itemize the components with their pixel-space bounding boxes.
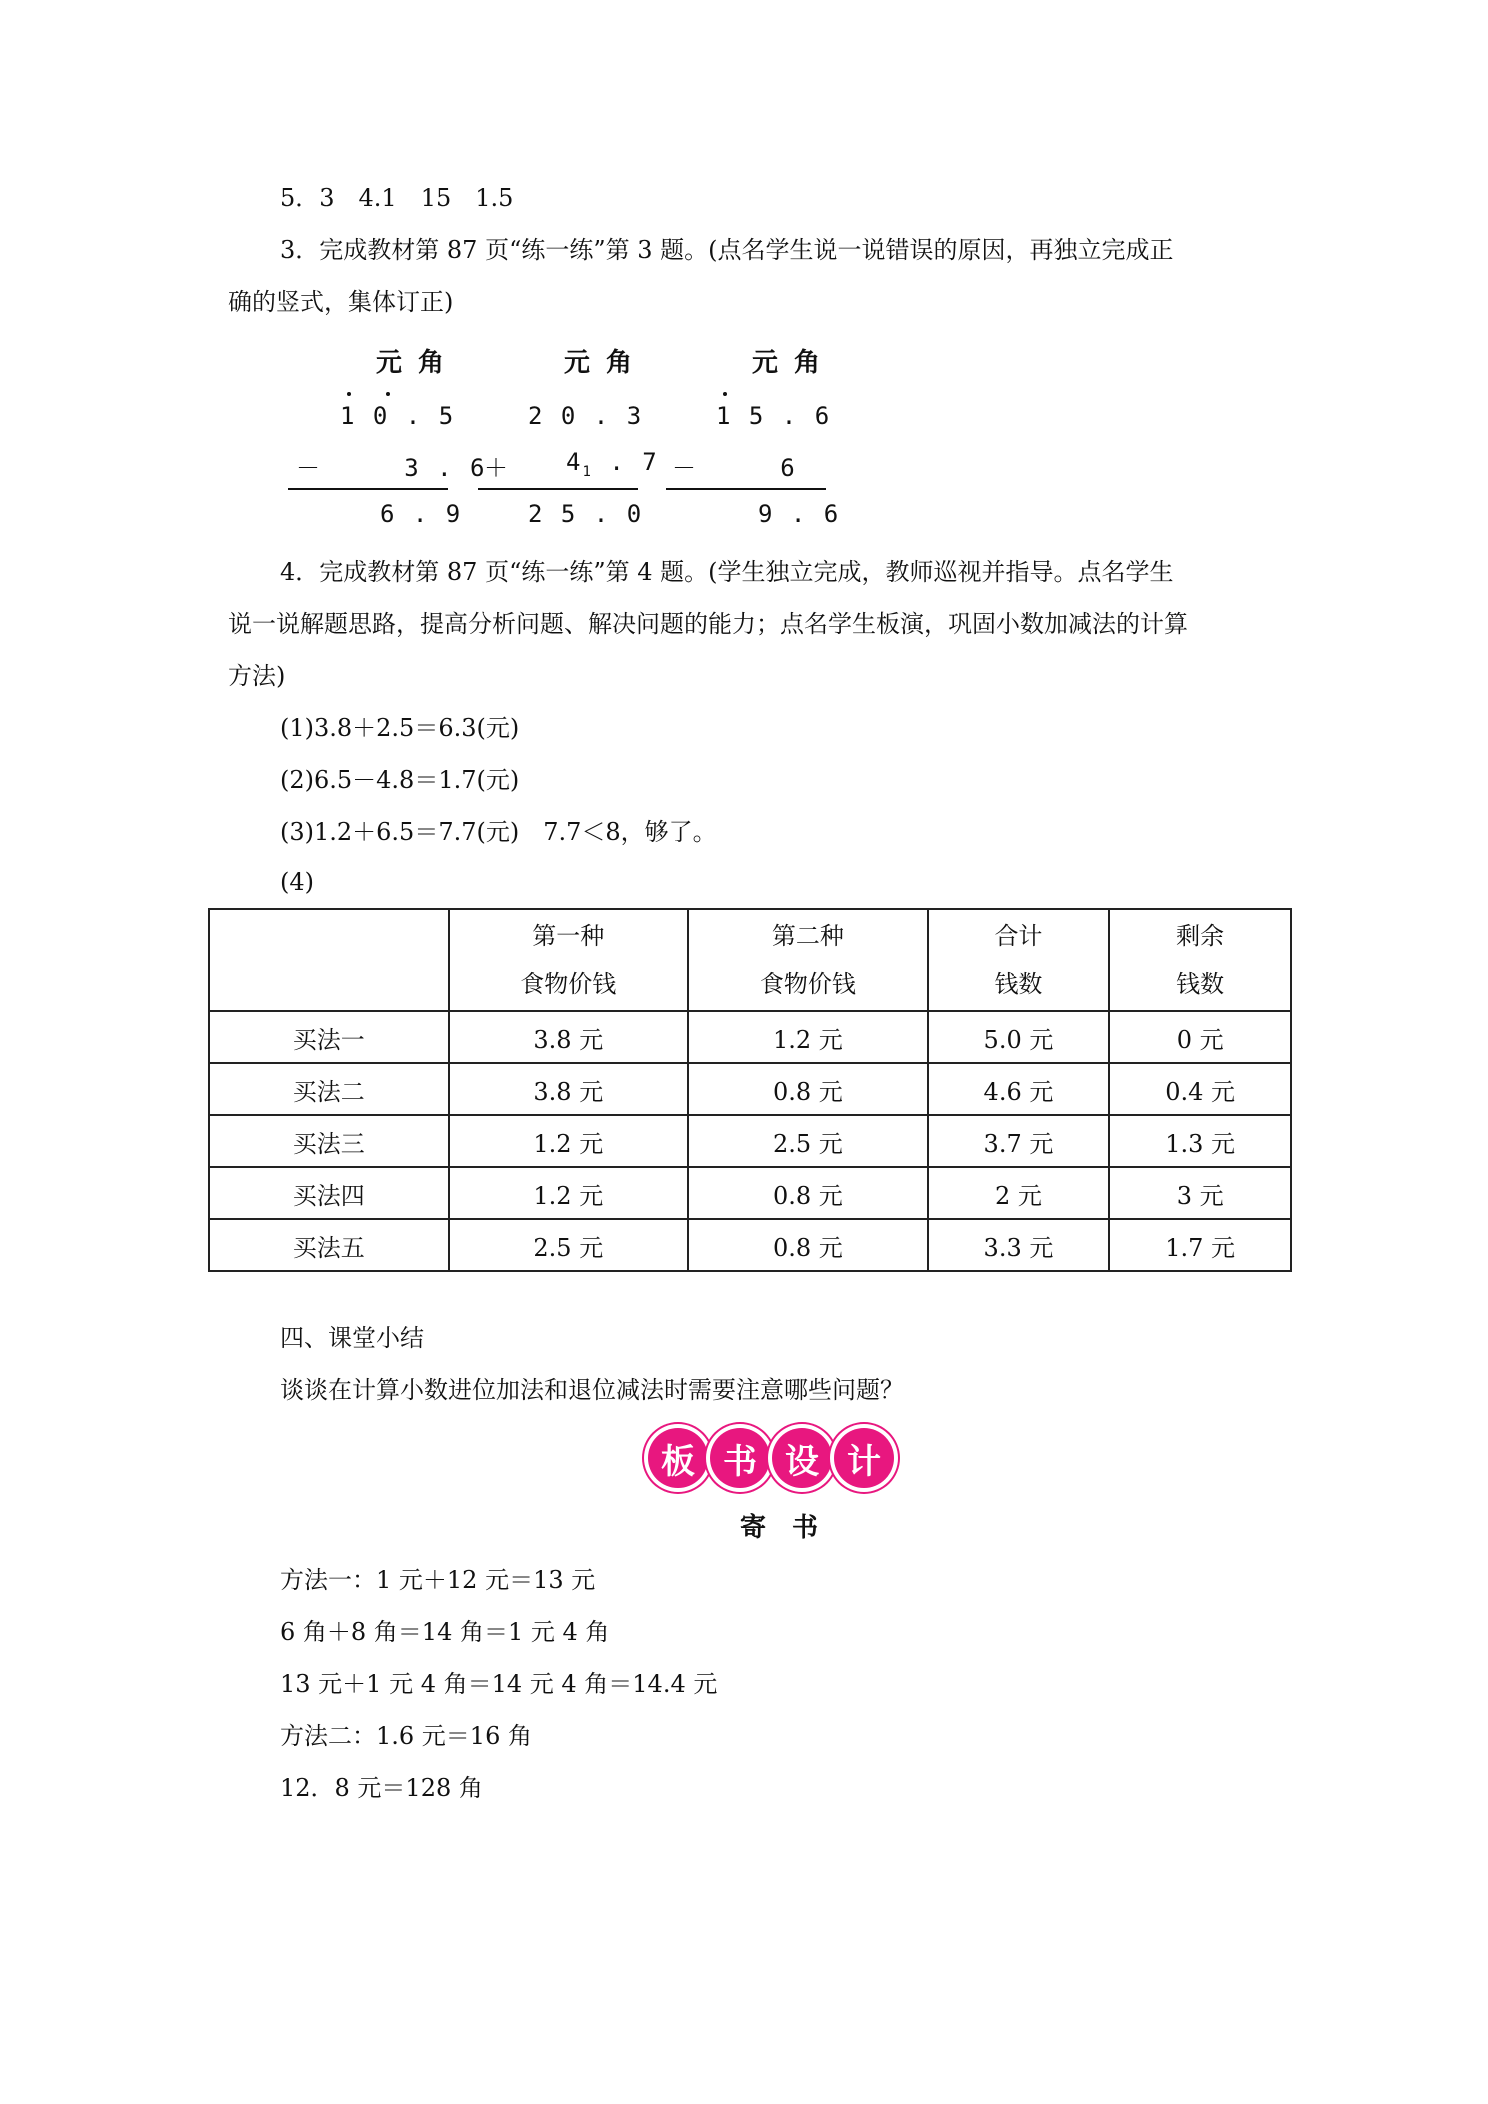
- table-cell: 3.3 元: [928, 1219, 1110, 1271]
- badge-char: 设: [772, 1428, 832, 1488]
- table-cell: 3.8 元: [449, 1063, 689, 1115]
- exercise-4-line1: 4．完成教材第 87 页“练一练”第 4 题。(学生独立完成，教师巡视并指导。点名学生: [280, 558, 1174, 586]
- addend-1: 2 0 . 3: [528, 402, 644, 430]
- method-1-result: 13 元＋1 元 4 角＝14 元 4 角＝14.4 元: [280, 1670, 718, 1698]
- table-cell: 3.7 元: [928, 1115, 1110, 1167]
- table-cell: 买法一: [209, 1011, 449, 1063]
- difference: 6 . 9: [380, 500, 463, 528]
- board-design-badge: [648, 1428, 894, 1498]
- method-1-step: 6 角＋8 角＝14 角＝1 元 4 角: [280, 1618, 610, 1646]
- purchase-table: [208, 908, 1292, 1272]
- method-2: 方法二：1.6 元＝16 角: [280, 1722, 532, 1750]
- table-cell: 3.8 元: [449, 1011, 689, 1063]
- table-header-row: [209, 909, 1291, 1011]
- table-cell: 1.2 元: [688, 1011, 928, 1063]
- solution-1: (1)3.8＋2.5＝6.3(元): [280, 714, 520, 742]
- table-cell: 0 元: [1109, 1011, 1291, 1063]
- difference: 9 . 6: [758, 500, 841, 528]
- table-cell: 买法二: [209, 1063, 449, 1115]
- table-cell: 0.8 元: [688, 1063, 928, 1115]
- summary-question: 谈谈在计算小数进位加法和退位减法时需要注意哪些问题？: [280, 1376, 904, 1404]
- exercise-3-line1: 3．完成教材第 87 页“练一练”第 3 题。(点名学生说一说错误的原因，再独立完成正: [280, 236, 1174, 264]
- table-cell: 1.3 元: [1109, 1115, 1291, 1167]
- solution-3: (3)1.2＋6.5＝7.7(元) 7.7＜8，够了。: [280, 818, 717, 846]
- minuend: 1 0 . 5: [340, 402, 456, 430]
- table-row: [209, 1063, 1291, 1115]
- result-line: [666, 488, 826, 490]
- table-row: [209, 1167, 1291, 1219]
- borrow-dot: [386, 392, 390, 396]
- table-row: [209, 1219, 1291, 1271]
- table-cell: 4.6 元: [928, 1063, 1110, 1115]
- badge-char: 板: [648, 1428, 708, 1488]
- exercise-4-line3: 方法): [228, 662, 286, 690]
- table-cell: 0.8 元: [688, 1219, 928, 1271]
- table-cell: 2 元: [928, 1167, 1110, 1219]
- sum: 2 5 . 0: [528, 500, 644, 528]
- table-cell: 买法三: [209, 1115, 449, 1167]
- table-cell: 2.5 元: [449, 1219, 689, 1271]
- subtrahend: － 3 . 6: [296, 454, 487, 482]
- badge-char: 计: [834, 1428, 894, 1488]
- table-header-cell: 第二种 食物价钱: [688, 909, 928, 1011]
- table-header-cell: 合计 钱数: [928, 909, 1110, 1011]
- table-cell: 1.7 元: [1109, 1219, 1291, 1271]
- result-line: [478, 488, 638, 490]
- borrow-dot: [723, 392, 727, 396]
- table-cell: 买法五: [209, 1219, 449, 1271]
- method-2-step: 12．8 元＝128 角: [280, 1774, 483, 1802]
- addend-2: $4_1$ . 7: [566, 448, 659, 480]
- exercise-4-line2: 说一说解题思路，提高分析问题、解决问题的能力；点名学生板演，巩固小数加减法的计算: [228, 610, 1188, 638]
- board-title: 寄 书: [740, 1513, 819, 1543]
- column-header: 元角: [564, 348, 649, 378]
- minuend: 1 5 . 6: [716, 402, 832, 430]
- solution-2: (2)6.5－4.8＝1.7(元): [280, 766, 520, 794]
- table-cell: 1.2 元: [449, 1167, 689, 1219]
- subtrahend: － 6: [672, 454, 797, 482]
- column-header: 元角: [752, 348, 837, 378]
- table-cell: 买法四: [209, 1167, 449, 1219]
- section-heading: 四、课堂小结: [280, 1324, 424, 1352]
- table-row: [209, 1011, 1291, 1063]
- solution-4-label: (4): [280, 868, 314, 896]
- method-1: 方法一：1 元＋12 元＝13 元: [280, 1566, 596, 1594]
- table-cell: 0.8 元: [688, 1167, 928, 1219]
- borrow-dot: [347, 392, 351, 396]
- result-line: [288, 488, 448, 490]
- table-cell: 2.5 元: [688, 1115, 928, 1167]
- table-cell: 0.4 元: [1109, 1063, 1291, 1115]
- column-header: 元角: [376, 348, 461, 378]
- table-header-cell: 第一种 食物价钱: [449, 909, 689, 1011]
- exercise-3-line2: 确的竖式，集体订正): [228, 288, 454, 316]
- table-header-cell: [209, 909, 449, 1011]
- table-cell: 3 元: [1109, 1167, 1291, 1219]
- badge-char: 书: [710, 1428, 770, 1488]
- answer-line: 5．3 4.1 15 1.5: [280, 184, 514, 212]
- table-cell: 5.0 元: [928, 1011, 1110, 1063]
- table-cell: 1.2 元: [449, 1115, 689, 1167]
- plus-sign: ＋: [484, 454, 510, 482]
- table-row: [209, 1115, 1291, 1167]
- table-header-cell: 剩余 钱数: [1109, 909, 1291, 1011]
